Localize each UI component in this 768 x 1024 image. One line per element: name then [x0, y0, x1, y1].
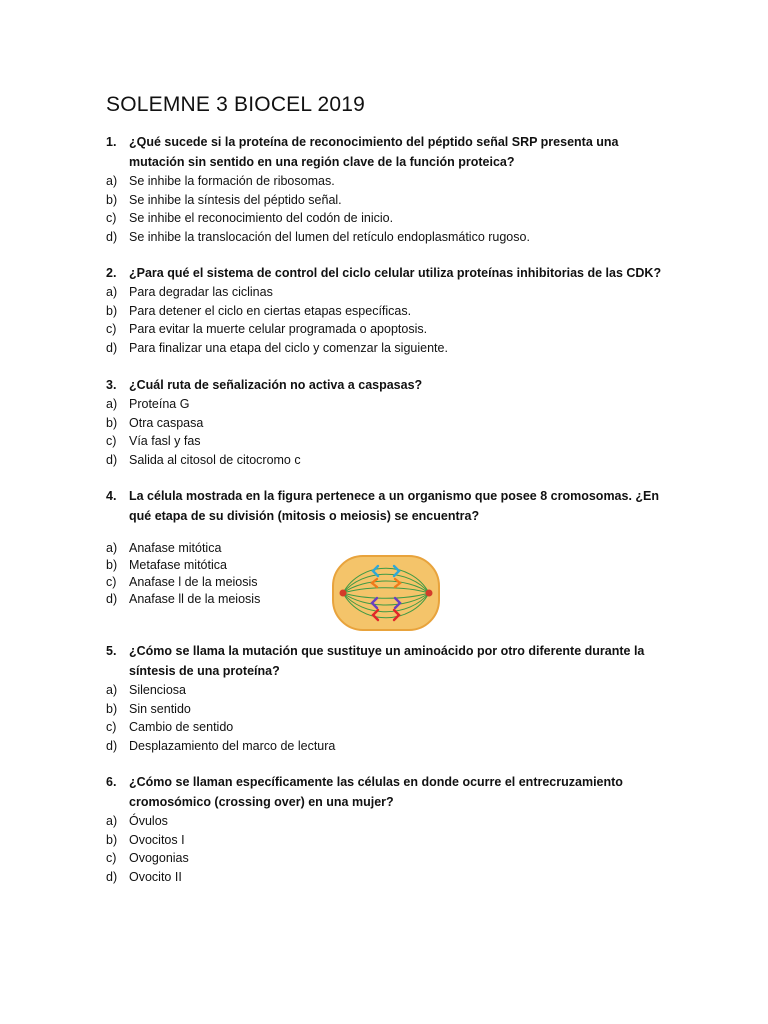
option-a [106, 395, 666, 414]
question-number: 6. [106, 775, 117, 789]
question-text: ¿Qué sucede si la proteína de reconocimiento del péptido señal SRP presenta una mutación sin sentido en una región clave de la función proteica? [129, 135, 619, 169]
option-letter: b) [106, 832, 118, 847]
option-letter: d) [106, 738, 118, 753]
option-text: Salida al citosol de citocromo c [129, 452, 301, 467]
option-letter: d) [106, 592, 118, 606]
option-letter: c) [106, 720, 117, 734]
option-letter: d) [106, 229, 118, 244]
option-letter: c) [106, 211, 117, 225]
option-b [106, 191, 666, 210]
option-letter: a) [106, 174, 118, 188]
option-text: Se inhibe la translocación del lumen del retículo endoplasmático rugoso. [129, 229, 530, 244]
option-letter: b) [106, 415, 118, 430]
option-c [106, 718, 666, 737]
option-text: Anafase mitótica [129, 541, 222, 555]
option-text: Se inhibe la síntesis del péptido señal. [129, 192, 342, 207]
option-d [106, 339, 666, 358]
question-5-header [106, 641, 666, 681]
option-letter: c) [106, 434, 117, 448]
option-letter: a) [106, 541, 118, 555]
option-letter: b) [106, 303, 118, 318]
question-number: 1. [106, 135, 117, 149]
option-d [106, 868, 666, 887]
option-letter: a) [106, 397, 118, 411]
option-text: Se inhibe el reconocimiento del codón de inicio. [129, 211, 394, 225]
question-4-header [106, 486, 666, 526]
option-text: Cambio de sentido [129, 720, 234, 734]
option-a [106, 172, 666, 191]
option-letter: a) [106, 285, 118, 299]
cell-division-figure [331, 552, 441, 634]
question-text: ¿Para qué el sistema de control del ciclo celular utiliza proteínas inhibitorias de las CDK? [129, 266, 662, 280]
option-letter: d) [106, 340, 118, 355]
option-d [106, 451, 666, 470]
option-letter: a) [106, 683, 118, 697]
option-c [106, 209, 666, 228]
option-d [106, 228, 666, 247]
option-text: Anafase ll de la meiosis [129, 592, 261, 606]
question-text: ¿Cuál ruta de señalización no activa a caspasas? [129, 378, 423, 392]
option-text: Vía fasl y fas [129, 434, 201, 448]
cell-body [333, 556, 439, 630]
option-letter: b) [106, 701, 118, 716]
option-letter: d) [106, 869, 118, 884]
option-text: Óvulos [129, 814, 168, 828]
option-letter: b) [106, 558, 118, 572]
option-c [106, 432, 666, 451]
question-3-options [106, 395, 666, 469]
question-number: 4. [106, 489, 117, 503]
question-5 [106, 641, 666, 755]
option-letter: c) [106, 575, 117, 589]
option-text: Silenciosa [129, 683, 186, 697]
question-1-options [106, 172, 666, 246]
question-number: 5. [106, 644, 117, 658]
option-c [106, 320, 666, 339]
option-c [106, 849, 666, 868]
question-6-options [106, 812, 666, 886]
option-b [106, 414, 666, 433]
question-2-header [106, 263, 666, 283]
question-2-options [106, 283, 666, 357]
option-text: Para detener el ciclo en ciertas etapas específicas. [129, 303, 412, 318]
option-text: Ovocitos I [129, 832, 185, 847]
option-letter: d) [106, 452, 118, 467]
option-text: Para finalizar una etapa del ciclo y comenzar la siguiente. [129, 340, 448, 355]
option-text: Metafase mitótica [129, 558, 227, 572]
option-text: Desplazamiento del marco de lectura [129, 738, 336, 753]
option-a [106, 812, 666, 831]
option-a [106, 283, 666, 302]
option-text: Ovocito II [129, 869, 182, 884]
question-3-header [106, 375, 666, 395]
option-d [106, 737, 666, 756]
option-text: Para degradar las ciclinas [129, 285, 273, 299]
question-5-options [106, 681, 666, 755]
option-text: Proteína G [129, 397, 190, 411]
option-text: Anafase l de la meiosis [129, 575, 258, 589]
option-text: Para evitar la muerte celular programada o apoptosis. [129, 322, 428, 336]
option-text: Sin sentido [129, 701, 191, 716]
centrosome-right [426, 590, 433, 597]
question-2 [106, 263, 666, 357]
question-6 [106, 772, 666, 886]
option-letter: c) [106, 851, 117, 865]
centrosome-left [340, 590, 347, 597]
option-letter: c) [106, 322, 117, 336]
option-b [106, 700, 666, 719]
option-a [106, 681, 666, 700]
question-text: La célula mostrada en la figura pertenece a un organismo que posee 8 cromosomas. ¿En qué etapa de su división (mitosis o meiosis) se encuentra? [129, 489, 660, 523]
question-text: ¿Cómo se llaman específicamente las células en donde ocurre el entrecruzamiento cromosómico (crossing over) en una mujer? [129, 775, 623, 809]
document-title: SOLEMNE 3 BIOCEL 2019 [106, 93, 366, 116]
question-text: ¿Cómo se llama la mutación que sustituye un aminoácido por otro diferente durante la síntesis de una proteína? [129, 644, 645, 678]
question-1-header [106, 132, 666, 172]
question-6-header [106, 772, 666, 812]
question-number: 3. [106, 378, 117, 392]
question-3 [106, 375, 666, 469]
spacer [106, 526, 666, 540]
question-number: 2. [106, 266, 117, 280]
option-b [106, 302, 666, 321]
option-text: Se inhibe la formación de ribosomas. [129, 174, 335, 188]
option-letter: b) [106, 192, 118, 207]
option-b [106, 831, 666, 850]
option-text: Ovogonias [129, 851, 189, 865]
option-text: Otra caspasa [129, 415, 204, 430]
question-1 [106, 132, 666, 246]
option-letter: a) [106, 814, 118, 828]
